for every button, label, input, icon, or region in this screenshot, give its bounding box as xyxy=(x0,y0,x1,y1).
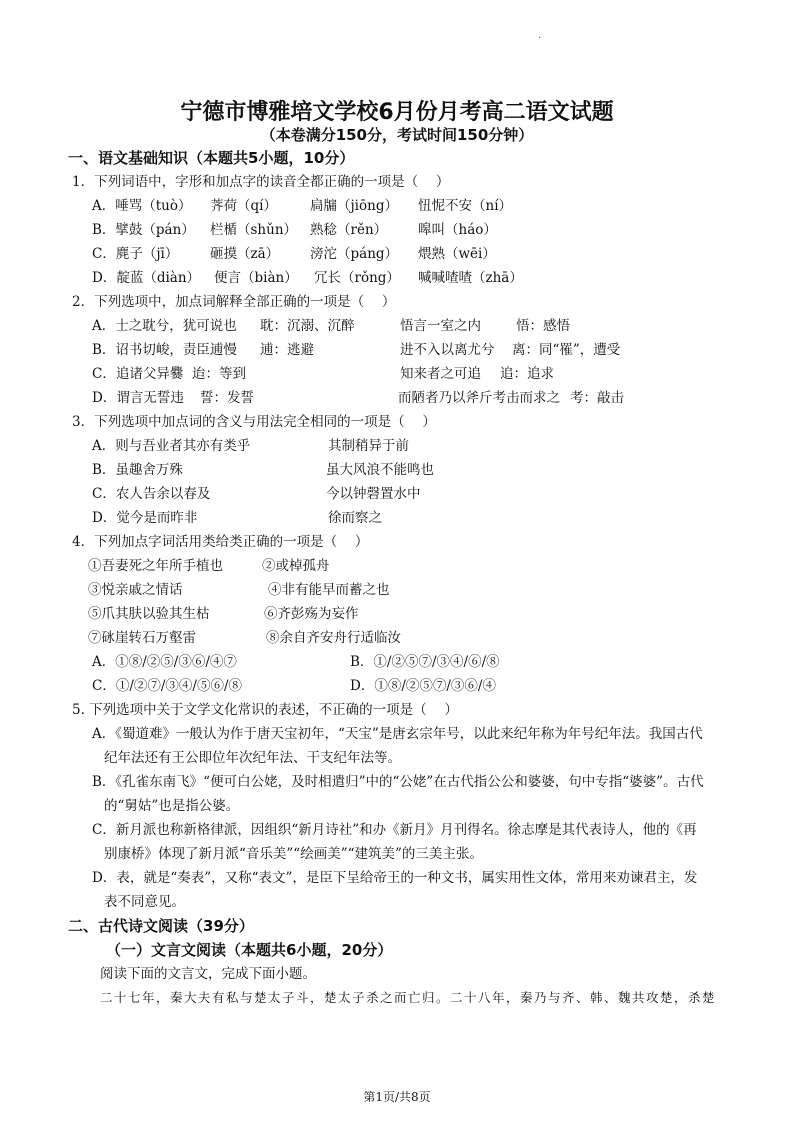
option-text: 迨：等到 xyxy=(192,366,246,382)
paragraph-line: D．表，就是“奏表”，又称“表文”，是臣下呈给帝王的一种文书，属实用性文体，常用来劝谏君主，发 xyxy=(92,870,698,886)
option-text: B．①/②⑤⑦/③④/⑥/⑧ xyxy=(350,654,500,670)
list-item: ②或棹孤舟 xyxy=(262,558,330,574)
paragraph-line: 表不同意见。 xyxy=(104,894,185,910)
list-item: ③悦亲戚之情话 xyxy=(88,582,183,598)
option-text: 誓：发誓 xyxy=(200,390,254,406)
option-text: C．①/②⑦/③④/⑤⑥/⑧ xyxy=(92,678,243,694)
option-text: C．农人告余以春及 xyxy=(92,486,211,502)
option-text: 煨熟（wēi） xyxy=(418,246,496,262)
question-stem: 2．下列选项中，加点词解释全部正确的一项是（ ） xyxy=(72,294,396,310)
option-text: 离：同“罹”，遭受 xyxy=(512,342,621,358)
list-item: ⑧余自齐安舟行适临汝 xyxy=(266,630,401,646)
paragraph-line: C．新月派也称新格律派，因组织“新月诗社”和办《新月》月刊得名。徐志摩是其代表诗人，他的《再 xyxy=(92,822,697,838)
list-item: ①吾妻死之年所手植也 xyxy=(88,558,223,574)
option-text: 栏楯（shǔn） xyxy=(210,222,298,238)
list-item: ⑤爪其肤以验其生枯 xyxy=(88,606,210,622)
option-text: 冗长（rǒng） xyxy=(314,270,400,286)
list-item: ⑥齐彭殇为妄作 xyxy=(264,606,359,622)
option-text: A．则与吾业者其亦有类乎 xyxy=(92,438,251,454)
option-text: D．觉今是而昨非 xyxy=(92,510,198,526)
option-text: 追：追求 xyxy=(500,366,554,382)
option-text: 便言（biàn） xyxy=(214,270,298,286)
option-text: 扃牖（jiōng） xyxy=(310,198,398,214)
option-text: D．谓言无誓违 xyxy=(92,390,184,406)
paragraph-line: 纪年法还有王公即位年次纪年法、干支纪年法等。 xyxy=(104,750,401,766)
option-text: A．①⑧/②⑤/③⑥/④⑦ xyxy=(92,654,237,670)
page-title: 宁德市博雅培文学校6月份月考高二语文试题 xyxy=(180,100,614,125)
subsection-heading: （一）文言文阅读（本题共6小题，20分） xyxy=(106,941,393,959)
option-text: 考：敲击 xyxy=(570,390,624,406)
option-text: 砸摸（zā） xyxy=(210,246,280,262)
option-text: 进不入以离尤兮 xyxy=(400,342,495,358)
section-heading-2: 二、古代诗文阅读（39分） xyxy=(68,917,254,935)
option-text: 熟稔（rěn） xyxy=(310,222,388,238)
option-text: C．麂子（jī） xyxy=(92,246,179,262)
list-item: ⑦砯崖转石万壑雷 xyxy=(88,630,196,646)
list-item: ④非有能早而蓄之也 xyxy=(268,582,390,598)
option-text: 荠荷（qí） xyxy=(210,198,277,214)
option-text: 喊喊喳喳（zhā） xyxy=(418,270,523,286)
paragraph-line: A．《蜀道难》一般认为作于唐天宝初年，“天宝”是唐玄宗年号，以此来纪年称为年号纪年法。我国古代 xyxy=(92,726,703,742)
instruction-text: 阅读下面的文言文，完成下面小题。 xyxy=(100,966,316,982)
question-stem: 1．下列词语中，字形和加点字的读音全都正确的一项是（ ） xyxy=(72,174,450,190)
option-text: D．靛蓝（diàn） xyxy=(92,270,201,286)
option-text: 知来者之可追 xyxy=(400,366,481,382)
option-text: D．①⑧/②⑤⑦/③⑥/④ xyxy=(350,678,496,694)
option-text: 悟言一室之内 xyxy=(400,318,481,334)
paragraph-line: 的“舅姑”也是指公婆。 xyxy=(104,798,240,814)
page-number: 第1页/共8页 xyxy=(363,1090,431,1104)
question-stem: 5. 下列选项中关于文学文化常识的表述，不正确的一项是（ ） xyxy=(72,702,458,718)
option-text: 虽大风浪不能鸣也 xyxy=(326,462,434,478)
option-text: C．追诸父异爨 xyxy=(92,366,184,382)
option-text: 而陋者乃以斧斤考击而求之 xyxy=(398,390,560,406)
option-text: 逋：逃避 xyxy=(260,342,314,358)
option-text: 忸怩不安（ní） xyxy=(418,198,513,214)
question-stem: 4．下列加点字词活用类给类正确的一项是（ ） xyxy=(72,534,369,550)
page-subtitle: （本卷满分150分，考试时间150分钟） xyxy=(260,126,534,144)
option-text: 今以钟磬置水中 xyxy=(326,486,421,502)
option-text: A．唾骂（tuò） xyxy=(92,198,192,214)
option-text: B．虽趣舍万殊 xyxy=(92,462,183,478)
passage-line: 二十七年，秦大夫有私与楚太子斗，楚太子杀之而亡归。二十八年，秦乃与齐、韩、魏共攻楚，杀楚 xyxy=(100,990,717,1005)
option-text: 其制稍异于前 xyxy=(328,438,409,454)
option-text: 耽：沉溺、沉醉 xyxy=(260,318,355,334)
option-text: A．士之耽兮，犹可说也 xyxy=(92,318,237,334)
section-heading-1: 一、语文基础知识（本题共5小题，10分） xyxy=(68,149,355,167)
paragraph-line: B．《孔雀东南飞》“便可白公姥，及时相遣归”中的“公姥”在古代指公公和婆婆，句中专指“婆婆”。古代 xyxy=(92,774,704,790)
option-text: 悟：感悟 xyxy=(516,318,570,334)
paragraph-line: 别康桥》体现了新月派“音乐美”“绘画美”“建筑美”的三美主张。 xyxy=(104,846,483,862)
option-text: 滂沱（páng） xyxy=(310,246,399,262)
scan-mark: . xyxy=(538,30,542,41)
option-text: 嗥叫（háo） xyxy=(418,222,497,238)
option-text: B．诏书切峻，责臣逋慢 xyxy=(92,342,237,358)
option-text: B．擘鼓（pán） xyxy=(92,222,195,238)
question-stem: 3．下列选项中加点词的含义与用法完全相同的一项是（ ） xyxy=(72,414,436,430)
option-text: 徐而察之 xyxy=(328,510,382,526)
